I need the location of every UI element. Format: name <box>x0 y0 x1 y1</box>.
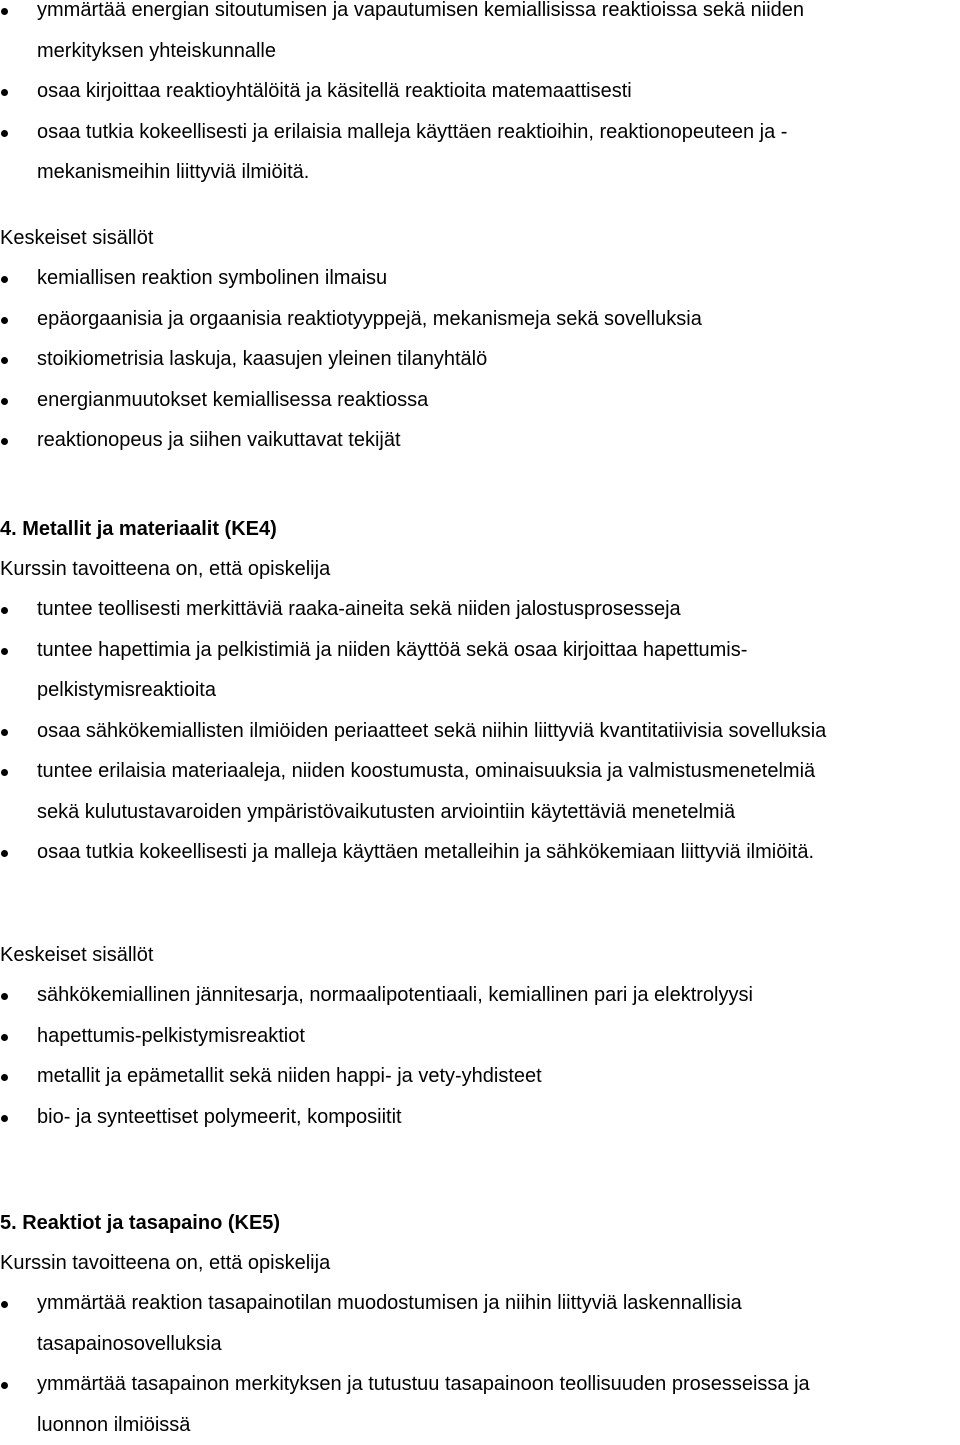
list-item-line: hapettumis-pelkistymisreaktiot <box>37 1016 960 1057</box>
list-item <box>0 339 960 380</box>
ke5-section <box>0 1203 960 1445</box>
ke3-goals-section <box>0 0 960 193</box>
list-item <box>0 711 960 752</box>
list-item <box>0 1097 960 1138</box>
ke3-contents-section <box>0 218 960 461</box>
list-item-line: ymmärtää tasapainon merkityksen ja tutustuu tasapainoon teollisuuden prosesseissa ja <box>37 1364 960 1405</box>
course-heading: 4. Metallit ja materiaalit (KE4) <box>0 509 960 549</box>
list-item-line: mekanismeihin liittyviä ilmiöitä. <box>37 152 960 193</box>
ke4-contents-section <box>0 935 960 1137</box>
list-item <box>0 299 960 340</box>
list-item-line: tuntee hapettimia ja pelkistimiä ja niiden käyttöä sekä osaa kirjoittaa hapettumis- <box>37 630 960 671</box>
list-item-line: tuntee erilaisia materiaaleja, niiden koostumusta, ominaisuuksia ja valmistusmenetelmiä <box>37 751 960 792</box>
list-item-line: osaa sähkökemiallisten ilmiöiden periaatteet sekä niihin liittyviä kvantitatiivisia sovelluksia <box>37 711 960 752</box>
list-item-line: tasapainosovelluksia <box>37 1324 960 1365</box>
goal-label: Kurssin tavoitteena on, että opiskelija <box>0 1243 960 1283</box>
list-item-line: merkityksen yhteiskunnalle <box>37 31 960 72</box>
list-item-line: energianmuutokset kemiallisessa reaktiossa <box>37 380 960 421</box>
list-item <box>0 751 960 832</box>
list-item <box>0 258 960 299</box>
list-item-line: osaa kirjoittaa reaktioyhtälöitä ja käsitellä reaktioita matemaattisesti <box>37 71 960 112</box>
ke4-goals-list <box>0 589 960 873</box>
list-item <box>0 1283 960 1364</box>
list-item-line: ymmärtää reaktion tasapainotilan muodostumisen ja niihin liittyviä laskennallisia <box>37 1283 960 1324</box>
list-item-line: bio- ja synteettiset polymeerit, komposiitit <box>37 1097 960 1138</box>
list-item <box>0 71 960 112</box>
ke4-contents-list <box>0 975 960 1137</box>
list-item <box>0 1364 960 1445</box>
list-item <box>0 832 960 873</box>
list-item-line: kemiallisen reaktion symbolinen ilmaisu <box>37 258 960 299</box>
list-item-line: reaktionopeus ja siihen vaikuttavat tekijät <box>37 420 960 461</box>
ke3-goals-list <box>0 0 960 193</box>
list-item-line: sähkökemiallinen jännitesarja, normaalipotentiaali, kemiallinen pari ja elektrolyysi <box>37 975 960 1016</box>
list-item <box>0 380 960 421</box>
list-item-line: stoikiometrisia laskuja, kaasujen yleinen tilanyhtälö <box>37 339 960 380</box>
list-item <box>0 1056 960 1097</box>
list-item <box>0 420 960 461</box>
list-item <box>0 589 960 630</box>
list-item-line: tuntee teollisesti merkittäviä raaka-aineita sekä niiden jalostusprosesseja <box>37 589 960 630</box>
ke5-goals-list <box>0 1283 960 1445</box>
list-item-line: pelkistymisreaktioita <box>37 670 960 711</box>
list-item <box>0 1016 960 1057</box>
list-item <box>0 975 960 1016</box>
list-item <box>0 630 960 711</box>
list-item <box>0 0 960 71</box>
section-label: Keskeiset sisällöt <box>0 935 960 975</box>
list-item-line: luonnon ilmiöissä <box>37 1405 960 1445</box>
list-item-line: sekä kulutustavaroiden ympäristövaikutusten arviointiin käytettäviä menetelmiä <box>37 792 960 833</box>
course-heading: 5. Reaktiot ja tasapaino (KE5) <box>0 1203 960 1243</box>
list-item-line: epäorgaanisia ja orgaanisia reaktiotyyppejä, mekanismeja sekä sovelluksia <box>37 299 960 340</box>
list-item-line: osaa tutkia kokeellisesti ja malleja käyttäen metalleihin ja sähkökemiaan liittyviä ilmiöitä. <box>37 832 960 873</box>
ke4-section <box>0 509 960 873</box>
ke3-contents-list <box>0 258 960 461</box>
section-label: Keskeiset sisällöt <box>0 218 960 258</box>
list-item-line: ymmärtää energian sitoutumisen ja vapautumisen kemiallisissa reaktioissa sekä niiden <box>37 0 960 31</box>
goal-label: Kurssin tavoitteena on, että opiskelija <box>0 549 960 589</box>
list-item-line: osaa tutkia kokeellisesti ja erilaisia malleja käyttäen reaktioihin, reaktionopeuteen ja - <box>37 112 960 153</box>
list-item <box>0 112 960 193</box>
list-item-line: metallit ja epämetallit sekä niiden happi- ja vety-yhdisteet <box>37 1056 960 1097</box>
